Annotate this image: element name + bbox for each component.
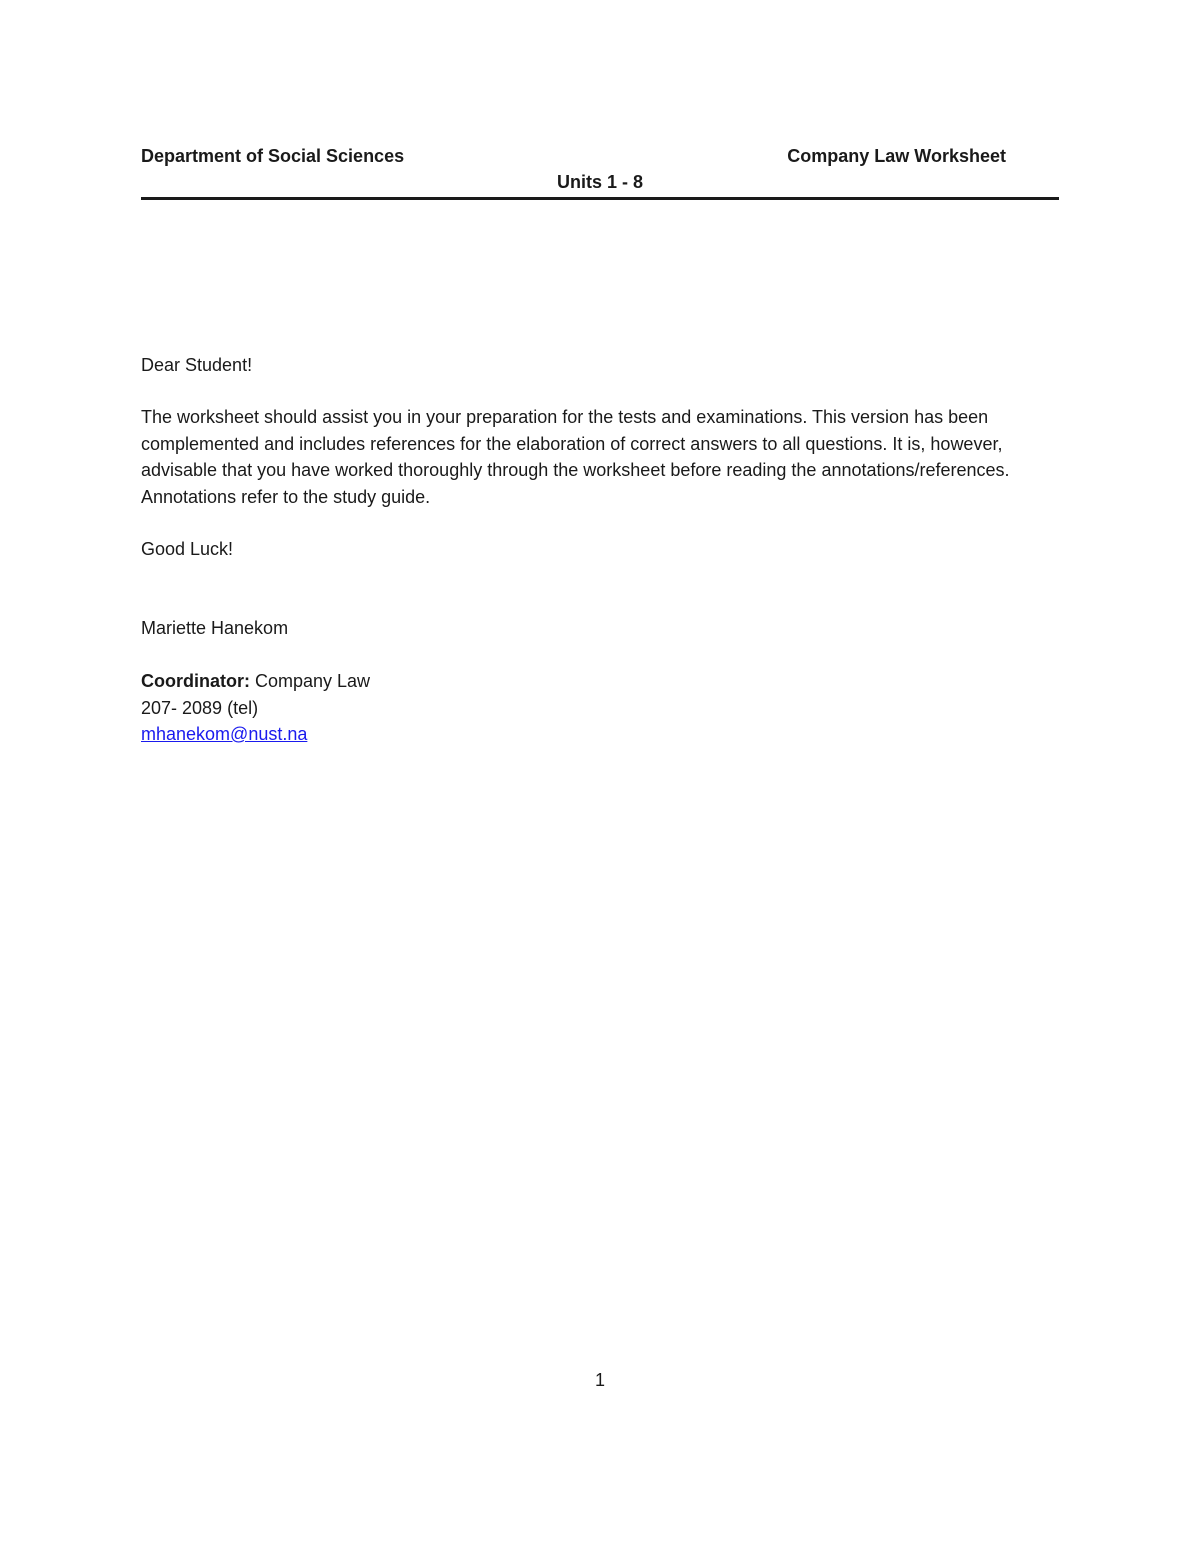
worksheet-title: Company Law Worksheet — [787, 146, 1006, 166]
phone-number: 207- 2089 (tel) — [141, 697, 259, 718]
coordinator-value: Company Law — [249, 671, 371, 691]
units-label: Units 1 - 8 — [556, 172, 644, 192]
signature-name: Mariette Hanekom — [141, 618, 289, 638]
closing-line: Good Luck! — [141, 539, 234, 559]
page-header — [141, 144, 1006, 168]
page-number: 1 — [594, 1370, 605, 1390]
department-name: Department of Social Sciences — [141, 146, 405, 166]
header-divider — [141, 197, 1059, 200]
intro-paragraph: The worksheet should assist you in your preparation for the tests and examinations. This version has been complemented and includes references for the elaboration of correct answers to all questions. It is, however, advisable that you have worked thoroughly through the worksheet before reading the annotations/references. Annotations refer to the study guide. — [141, 407, 1010, 507]
contact-block — [141, 668, 1041, 748]
greeting: Dear Student! — [141, 355, 253, 375]
email-link[interactable]: mhanekom@nust.na — [141, 724, 308, 744]
coordinator-line — [141, 668, 1041, 695]
coordinator-label: Coordinator: — [141, 671, 250, 691]
